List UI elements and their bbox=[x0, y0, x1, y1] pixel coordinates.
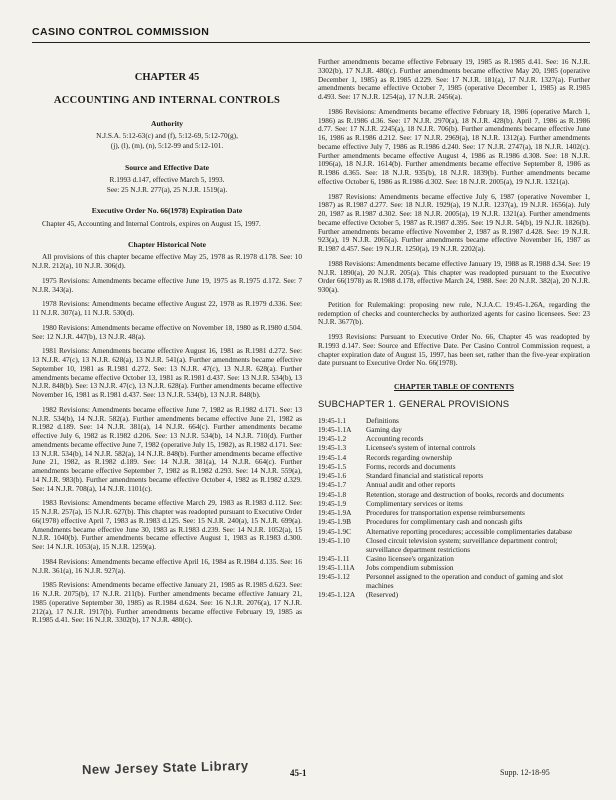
subchapter-heading: SUBCHAPTER 1. GENERAL PROVISIONS bbox=[318, 399, 510, 411]
source-heading: Source and Effective Date bbox=[124, 162, 209, 172]
history-paragraph: 1982 Revisions: Amendments became effective June 7, 1982 as R.1982 d.171. See: 13 N.J.R. 534(b), 14 N.J.R. 582(a). Further amendments became effective June 21, 1982 as R.1982 d.189. See: 14 N.J.R. 381(a), 14 N.J.R. 664(c). Further amendments became effective July 6, 1982 as R.1982 d.206. See: 13 N.J.R. 534(b), 14 N.J.R. 710(d). Further amendments became effective June 7, 1982 (operative July 15, 1982), as R.1982 d.171. See: 13 N.J.R. 534(b), 14 N.J.R. 582(a), 14 N.J.R. 848(b). Further amendments became effective June 21, 1982, as R.1982 d.189. See: 14 N.J.R. 381(a), 14 N.J.R. 664(c). Further amendments became effective September 7, 1982 as R.1982 d.293. See: 14 N.J.R. 559(a), 14 N.J.R. 983(b). Further amendments became effective October 4, 1982 as R.1982 d.329. See: 14 N.J.R. 708(a), 14 N.J.R. 1101(c). bbox=[32, 404, 302, 493]
toc-entry-title: Records regarding ownership bbox=[366, 452, 452, 462]
toc-entry-title: Licensee's system of internal controls bbox=[366, 443, 476, 453]
toc-entry-title: Forms, records and documents bbox=[366, 461, 456, 471]
toc-entry-number: 19:45-1.11A bbox=[318, 563, 355, 572]
toc-entry-title: Retention, storage and destruction of books, records and documents bbox=[366, 489, 564, 499]
toc-entry-title: Closed circuit television system; surveillance department control; surveillance department restrictions bbox=[366, 535, 558, 554]
toc-entry-number: 19:45-1.10 bbox=[318, 535, 350, 545]
toc-entry-title: Gaming day bbox=[366, 424, 402, 434]
toc-entry-title: Procedures for transportation expense reimbursements bbox=[366, 508, 525, 517]
toc-entry-number: 19:45-1.6 bbox=[318, 471, 347, 480]
toc-entry-title: Definitions bbox=[366, 415, 399, 425]
toc-entry-number: 19:45-1.8 bbox=[318, 489, 347, 499]
toc-entry bbox=[318, 518, 590, 527]
source-line: See: 25 N.J.R. 277(a), 25 N.J.R. 1519(a). bbox=[106, 184, 228, 194]
toc-entry bbox=[318, 555, 590, 564]
history-paragraph: Further amendments became effective February 19, 1985 as R.1985 d.41. See: 16 N.J.R. 3302(b), 17 N.J.R. 480(c). Further amendments became effective May 20, 1985 (operative December 1, 1985) as R.1985 d.229. See: 17 N.J.R. 181(a), 17 N.J.R. 1327(a). Further amendments became effective October 7, 1985 (operative December 1, 1985) as R.1985 d.493. See: 17 N.J.R. 1254(a), 17 N.J.R. 2456(a). bbox=[318, 57, 590, 101]
toc-entry bbox=[318, 454, 590, 463]
toc-entry-number: 19:45-1.2 bbox=[318, 434, 347, 443]
authority-heading: Authority bbox=[150, 119, 184, 129]
running-header: CASINO CONTROL COMMISSION bbox=[32, 26, 210, 38]
toc-entry-title: (Reserved) bbox=[366, 590, 399, 600]
toc-entry-title: Alternative reporting procedures; accessible complimentaries database bbox=[366, 526, 573, 536]
toc-entry bbox=[318, 537, 590, 555]
history-paragraph: 1988 Revisions: Amendments became effective January 19, 1988 as R.1988 d.34. See: 19 N.J.R. 1890(a), 20 N.J.R. 205(a). This chapter was readopted pursuant to the Executive Order 66(1978) as R.1988 d.178, effective March 24, 1988. See: 20 N.J.R. 382(a), 20 N.J.R. 930(a). bbox=[318, 258, 590, 294]
toc-entry bbox=[318, 417, 590, 426]
toc-entry-number: 19:45-1.5 bbox=[318, 461, 347, 471]
chapter-title: ACCOUNTING AND INTERNAL CONTROLS bbox=[53, 94, 281, 106]
history-paragraph: 1987 Revisions: Amendments became effective July 6, 1987 (operative November 1, 1987) as R.1987 d.277. See: 18 N.J.R. 1929(a), 19 N.J.R. 1237(a), 19 N.J.R. 1656(a). July 20, 1987 as R.1987 d.302. See: 18 N.J.R. 2005(a), 19 N.J.R. 1321(a). Further amendments became effective October 5, 1987 as R.1987 d.395. See: 19 N.J.R. 54(b), 19 N.J.R. 1826(b). Further amendments became effective November 2, 1987 as R.1987 d.428. See: 19 N.J.R. 923(a), 19 N.J.R. 2065(a). Further amendments became effective November 16, 1987 as R.1987 d.457. See: 19 N.J.R. 1250(a), 19 N.J.R. 2202(a). bbox=[318, 191, 590, 253]
toc-entry-number: 19:45-1.11 bbox=[318, 553, 350, 563]
history-paragraph: 1985 Revisions: Amendments became effective January 21, 1985 as R.1985 d.623. See: 16 N.J.R. 2075(b), 17 N.J.R. 211(b). Further amendments became effective January 21, 1985 (operative September 30, 1985) as R.1984 d.624. See: 16 N.J.R. 2076(a), 17 N.J.R. 212(a), 17 N.J.R. 1917(b). Further amendments became effective February 19, 1985 as R.1985 d.41. See: 16 N.J.R. 3302(b), 17 N.J.R. 480(c). bbox=[32, 580, 302, 625]
toc-entry-title: Personnel assigned to the operation and conduct of gaming and slot machines bbox=[366, 572, 563, 590]
toc-entry bbox=[318, 426, 590, 435]
library-stamp: New Jersey State Library bbox=[81, 757, 249, 778]
toc-entry-number: 19:45-1.3 bbox=[318, 443, 347, 453]
historical-note-heading: Chapter Historical Note bbox=[128, 240, 206, 250]
right-column bbox=[318, 58, 590, 601]
supplement-date: Supp. 12-18-95 bbox=[500, 768, 550, 777]
toc-entry bbox=[318, 491, 590, 500]
toc-entry bbox=[318, 528, 590, 537]
history-paragraph: Petition for Rulemaking: proposing new rule, N.J.A.C. 19:45-1.26A, regarding the redemption of checks and counterchecks by authorized agents for casino licensees. See: 23 N.J.R. 3677(b). bbox=[318, 299, 590, 327]
toc-entry bbox=[318, 573, 590, 591]
chapter-number: CHAPTER 45 bbox=[134, 72, 200, 83]
toc-entry-number: 19:45-1.12A bbox=[318, 590, 356, 600]
toc-entry-title: Annual audit and other reports bbox=[366, 480, 456, 490]
toc-entry-number: 19:45-1.1A bbox=[318, 424, 352, 434]
toc-entry-number: 19:45-1.1 bbox=[318, 415, 347, 425]
history-paragraph: 1984 Revisions: Amendments became effective April 16, 1984 as R.1984 d.135. See: 16 N.J.R. 361(a), 16 N.J.R. 927(a). bbox=[32, 556, 302, 575]
toc-entry-number: 19:45-1.9 bbox=[318, 498, 347, 508]
history-paragraph: 1981 Revisions: Amendments became effective August 16, 1981 as R.1981 d.272. See: 13 N.J.R. 47(c), 13 N.J.R. 628(a), 13 N.J.R. 541(a). Further amendments became effective September 10, 1981 as R.1981 d.272. See: 13 N.J.R. 47(c), 13 N.J.R. 628(a). Further amendments became effective October 13, 1981 as R.1981 d.437. See: 13 N.J.R. 534(b), 13 N.J.R. 848(b). See: 13 N.J.R. 47(c), 13 N.J.R. 628(a). Further amendments became effective November 16, 1981 as R.1981 d.437. See: 13 N.J.R. 534(b), 13 N.J.R. 848(b). bbox=[32, 346, 302, 400]
authority-line: (j), (l), (m), (n), 5:12-99 and 5:12-101. bbox=[110, 141, 224, 151]
toc-entry-number: 19:45-1.4 bbox=[318, 452, 347, 462]
left-column bbox=[32, 72, 302, 631]
toc-entry bbox=[318, 481, 590, 490]
toc-entry-title: Jobs compendium submission bbox=[366, 563, 454, 572]
header-rule bbox=[32, 42, 590, 43]
history-paragraph: 1980 Revisions: Amendments became effective on November 18, 1980 as R.1980 d.504. See: 12 N.J.R. 447(b), 13 N.J.R. 48(a). bbox=[32, 322, 302, 341]
history-paragraph: 1978 Revisions: Amendments became effective August 22, 1978 as R.1979 d.336. See: 11 N.J.R. 307(a), 11 N.J.R. 530(d). bbox=[32, 299, 302, 318]
history-paragraph: 1986 Revisions: Amendments became effective February 18, 1986 (operative March 1, 1986) as R.1986 d.36. See: 17 N.J.R. 2970(a), 18 N.J.R. 428(b). April 7, 1986 as R.1986 d.77. See: 17 N.J.R. 2245(a), 18 N.J.R. 706(b). Further amendments became effective June 16, 1986 as R.1986 d.212. See: 17 N.J.R. 2969(a), 18 N.J.R. 1312(a). Further amendments became effective July 7, 1986 as R.1986 d.240. See: 17 N.J.R. 2747(a), 18 N.J.R. 1402(c). Further amendments became effective August 4, 1986 as R.1986 d.308. See: 18 N.J.R. 1096(a), 18 N.J.R. 1614(b). Further amendments became effective September 8, 1986 as R.1986 d.365. See: 18 N.J.R. 935(b), 18 N.J.R. 1839(b). Further amendments became effective October 6, 1986 as R.1986 d.302. See: 18 N.J.R. 2005(a), 19 N.J.R. 1321(a). bbox=[318, 106, 590, 186]
toc-entry-title: Complimentary services or items bbox=[366, 498, 463, 508]
history-paragraph: 1993 Revisions: Pursuant to Executive Order No. 66, Chapter 45 was readopted by R.1993 d.147. See: Source and Effective Date. Per Casino Control Commission request, a chapter expiration date of August 15, 1997, has been set, rather than the five-year expiration date pursuant to Executive Order No. 66(1978). bbox=[318, 332, 590, 368]
toc-entry-title: Procedures for complimentary cash and noncash gifts bbox=[366, 517, 523, 527]
toc-entry-number: 19:45-1.12 bbox=[318, 572, 350, 582]
toc-entry bbox=[318, 591, 590, 600]
source-line: R.1993 d.147, effective March 5, 1993. bbox=[109, 174, 225, 184]
toc-list bbox=[318, 417, 590, 601]
toc-entry bbox=[318, 444, 590, 453]
history-paragraph: All provisions of this chapter became effective May 25, 1978 as R.1978 d.178. See: 10 N.J.R. 212(a), 10 N.J.R. 306(d). bbox=[32, 252, 302, 271]
toc-heading: CHAPTER TABLE OF CONTENTS bbox=[394, 382, 514, 391]
authority-line: N.J.S.A. 5:12-63(c) and (f), 5:12-69, 5:12-70(g), bbox=[96, 131, 238, 141]
history-paragraph: 1975 Revisions: Amendments became effective June 19, 1975 as R.1975 d.172. See: 7 N.J.R. 343(a). bbox=[32, 275, 302, 294]
page-number: 45-1 bbox=[290, 768, 307, 778]
toc-entry-title: Accounting records bbox=[366, 434, 424, 443]
toc-entry-title: Standard financial and statistical reports bbox=[366, 471, 484, 480]
toc-entry-number: 19:45-1.9A bbox=[318, 508, 352, 517]
toc-entry-number: 19:45-1.9C bbox=[318, 526, 352, 536]
history-paragraph: 1983 Revisions: Amendments became effective March 29, 1983 as R.1983 d.112. See: 15 N.J.R. 257(a), 15 N.J.R. 627(b). This chapter was readopted pursuant to Executive Order 66(1978) effective April 7, 1983 as R.1983 d.125. See: 15 N.J.R. 240(a), 15 N.J.R. 699(a). Amendments became effective June 30, 1983 as R.1983 d.239. See: 14 N.J.R. 1052(a), 15 N.J.R. 1040(b). Further amendments became effective August 1, 1983 as R.1983 d.300. See: 14 N.J.R. 1053(a), 15 N.J.R. 1259(a). bbox=[32, 498, 302, 552]
executive-order-text: Chapter 45, Accounting and Internal Controls, expires on August 15, 1997. bbox=[42, 218, 261, 228]
toc-entry-number: 19:45-1.9B bbox=[318, 517, 352, 527]
toc-entry-title: Casino licensee's organization bbox=[366, 553, 454, 563]
executive-order-heading: Executive Order No. 66(1978) Expiration Date bbox=[91, 206, 243, 216]
toc-entry-number: 19:45-1.7 bbox=[318, 480, 347, 490]
